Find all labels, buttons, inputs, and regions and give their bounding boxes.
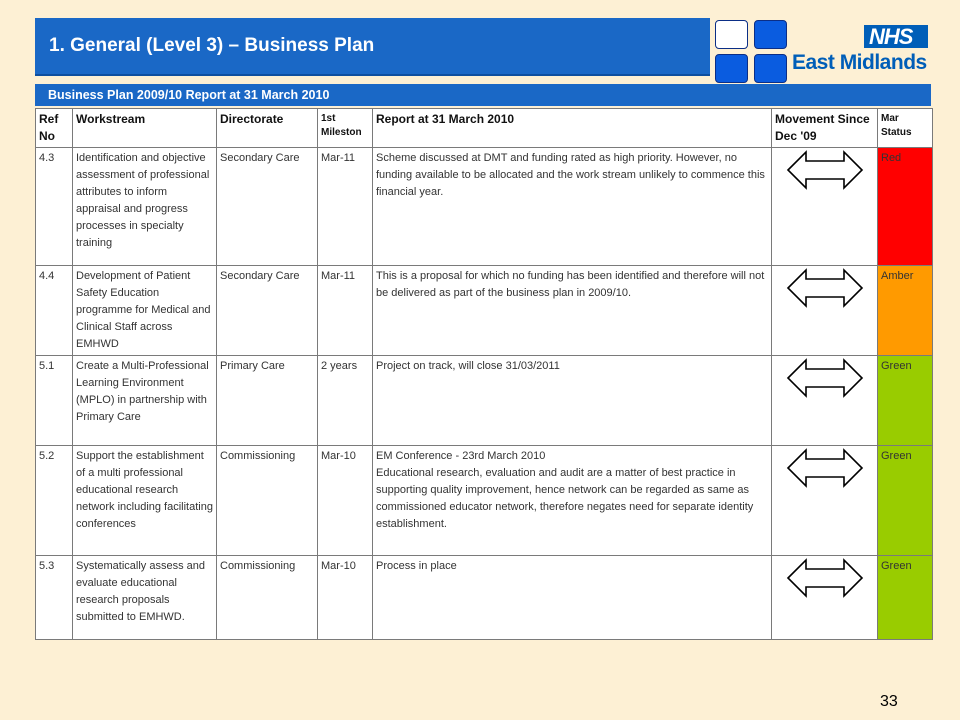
cell-milestone: 2 years [318, 356, 373, 446]
cell-ref: 4.3 [36, 148, 73, 266]
cell-directorate: Commissioning [217, 556, 318, 640]
cell-ref: 4.4 [36, 266, 73, 356]
cell-milestone: Mar-11 [318, 266, 373, 356]
table-row [36, 446, 933, 556]
cell-report: This is a proposal for which no funding has been identified and therefore will not be delivered as part of the business plan in 2009/10. [373, 266, 772, 356]
logo-square-icon [754, 20, 787, 49]
cell-report: Process in place [373, 556, 772, 640]
cell-movement [772, 148, 878, 266]
logo-square-icon [754, 54, 787, 83]
table-row [36, 356, 933, 446]
cell-milestone: Mar-10 [318, 556, 373, 640]
double-arrow-icon [786, 448, 864, 488]
business-plan-table [35, 108, 933, 640]
cell-workstream: Identification and objective assessment of professional attributes to inform appraisal and progress processes in specialty training [73, 148, 217, 266]
report-subtitle: Business Plan 2009/10 Report at 31 March 2010 [48, 88, 330, 102]
cell-directorate: Primary Care [217, 356, 318, 446]
cell-workstream: Support the establishment of a multi professional educational research network including facilitating conferences [73, 446, 217, 556]
cell-directorate: Secondary Care [217, 148, 318, 266]
header-workstream: Workstream [73, 109, 217, 148]
nhs-badge [864, 25, 928, 48]
header-directorate: Directorate [217, 109, 318, 148]
cell-status: Green [878, 556, 933, 640]
double-arrow-icon [786, 358, 864, 398]
cell-directorate: Secondary Care [217, 266, 318, 356]
cell-status: Red [878, 148, 933, 266]
page-number: 33 [880, 693, 898, 710]
cell-movement [772, 446, 878, 556]
nhs-label: NHS [869, 24, 913, 49]
cell-movement [772, 556, 878, 640]
header-ref: Ref No [36, 109, 73, 148]
cell-workstream: Systematically assess and evaluate educational research proposals submitted to EMHWD. [73, 556, 217, 640]
double-arrow-icon [786, 150, 864, 190]
header-report: Report at 31 March 2010 [373, 109, 772, 148]
cell-ref: 5.2 [36, 446, 73, 556]
cell-workstream: Development of Patient Safety Education programme for Medical and Clinical Staff across EMHWD [73, 266, 217, 356]
slide-title-bar [35, 18, 710, 76]
table-row [36, 148, 933, 266]
double-arrow-icon [786, 268, 864, 308]
region-label: East Midlands [792, 51, 927, 74]
report-line: Educational research, evaluation and audit are a matter of best practice in supporting quality improvement, hence network can be regarded as same as commissioned educator network, therefore negates need for separate identity establishment. [376, 467, 754, 530]
report-line: EM Conference - 23rd March 2010 [376, 450, 546, 462]
report-subtitle-bar [35, 84, 931, 106]
cell-movement [772, 266, 878, 356]
cell-milestone: Mar-11 [318, 148, 373, 266]
logo-square-icon [715, 54, 748, 83]
cell-report: Scheme discussed at DMT and funding rated as high priority. However, no funding available to be allocated and the work stream unlikely to commence this financial year. [373, 148, 772, 266]
double-arrow-icon [786, 558, 864, 598]
logo-square-icon [715, 20, 748, 49]
cell-movement [772, 356, 878, 446]
cell-status: Amber [878, 266, 933, 356]
cell-status: Green [878, 446, 933, 556]
table-row [36, 266, 933, 356]
cell-ref: 5.1 [36, 356, 73, 446]
cell-report: Project on track, will close 31/03/2011 [373, 356, 772, 446]
header-milestone: 1st Mileston [318, 109, 373, 148]
cell-workstream: Create a Multi-Professional Learning Environment (MPLO) in partnership with Primary Care [73, 356, 217, 446]
header-status: Mar Status [878, 109, 933, 148]
nhs-east-midlands-logo [710, 18, 934, 76]
cell-report [373, 446, 772, 556]
cell-directorate: Commissioning [217, 446, 318, 556]
cell-milestone: Mar-10 [318, 446, 373, 556]
header-movement: Movement Since Dec '09 [772, 109, 878, 148]
table-row [36, 556, 933, 640]
table-header-row [36, 109, 933, 148]
slide-title: 1. General (Level 3) – Business Plan [49, 35, 375, 56]
cell-ref: 5.3 [36, 556, 73, 640]
cell-status: Green [878, 356, 933, 446]
